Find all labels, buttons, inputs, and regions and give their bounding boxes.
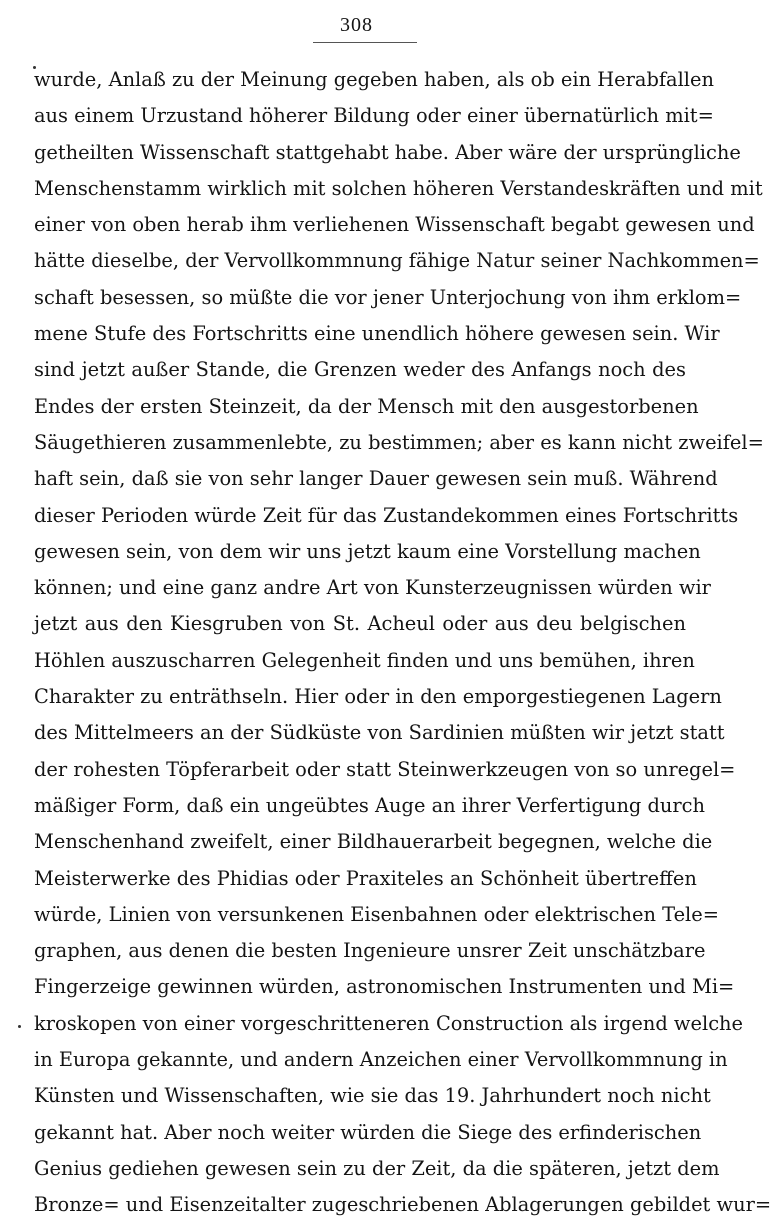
text-line: aus einem Urzustand höherer Bildung oder einer übernatürlich mit= <box>34 104 714 128</box>
body-text <box>34 62 771 1224</box>
text-line: Menschenhand zweifelt, einer Bildhauerarbeit begegnen, welche die <box>34 830 713 854</box>
text-line: dieser Perioden würde Zeit für das Zustandekommen eines Fortschritts <box>34 503 739 527</box>
text-line: hätte dieselbe, der Vervollkommnung fähige Natur seiner Nachkommen= <box>34 249 760 273</box>
text-line: des Mittelmeers an der Südküste von Sardinien müßten wir jetzt statt <box>34 721 725 745</box>
text-line: der rohesten Töpferarbeit oder statt Steinwerkzeugen von so unregel= <box>34 757 736 781</box>
text-line: gewesen sein, von dem wir uns jetzt kaum eine Vorstellung machen <box>34 539 701 563</box>
text-line: schaft besessen, so müßte die vor jener Unterjochung von ihm erklom= <box>34 285 742 309</box>
text-line: einer von oben herab ihm verliehenen Wissenschaft begabt gewesen und <box>34 213 755 237</box>
text-line: sind jetzt außer Stande, die Grenzen weder des Anfangs noch des <box>34 358 686 382</box>
header-rule <box>313 42 417 43</box>
text-line: Genius gediehen gewesen sein zu der Zeit, da die späteren, jetzt dem <box>34 1156 720 1180</box>
text-line: mene Stufe des Fortschritts eine unendlich höhere gewesen sein. Wir <box>34 322 720 346</box>
text-line: gekannt hat. Aber noch weiter würden die Siege des erfinderischen <box>34 1120 702 1144</box>
text-line: Säugethieren zusammenlebte, zu bestimmen; aber es kann nicht zweifel= <box>34 430 764 454</box>
text-line: wurde, Anlaß zu der Meinung gegeben haben, als ob ein Herabfallen <box>34 68 714 91</box>
print-speck <box>18 1025 21 1028</box>
text-line: würde, Linien von versunkenen Eisenbahnen oder elektrischen Tele= <box>34 902 719 926</box>
text-line: haft sein, daß sie von sehr langer Dauer gewesen sein muß. Während <box>34 467 718 491</box>
page-number: 308 <box>340 14 373 36</box>
text-line: graphen, aus denen die besten Ingenieure unsrer Zeit unschätzbare <box>34 939 706 963</box>
text-line: getheilten Wissenschaft stattgehabt habe. Aber wäre der ursprüngliche <box>34 140 741 164</box>
text-line: Menschenstamm wirklich mit solchen höheren Verstandeskräften und mit <box>34 176 763 200</box>
text-line: Künsten und Wissenschaften, wie sie das 19. Jahrhundert noch nicht <box>34 1084 711 1108</box>
text-line: in Europa gekannte, und andern Anzeichen einer Vervollkommnung in <box>34 1048 728 1072</box>
text-line: Bronze= und Eisenzeitalter zugeschriebenen Ablagerungen gebildet wur= <box>34 1193 771 1217</box>
text-line: Höhlen auszuscharren Gelegenheit finden und uns bemühen, ihren <box>34 648 695 672</box>
text-line: mäßiger Form, daß ein ungeübtes Auge an ihrer Verfertigung durch <box>34 793 706 817</box>
text-line: können; und eine ganz andre Art von Kunsterzeugnissen würden wir <box>34 576 711 600</box>
text-line: kroskopen von einer vorgeschritteneren Construction als irgend welche <box>34 1011 744 1035</box>
text-line: Charakter zu enträthseln. Hier oder in den emporgestiegenen Lagern <box>34 685 722 709</box>
text-line: Endes der ersten Steinzeit, da der Mensch mit den ausgestorbenen <box>34 394 699 418</box>
text-line: jetzt aus den Kiesgruben von St. Acheul oder aus deu belgischen <box>34 612 686 636</box>
text-line: Meisterwerke des Phidias oder Praxiteles an Schönheit übertreffen <box>34 866 697 890</box>
text-line: Fingerzeige gewinnen würden, astronomischen Instrumenten und Mi= <box>34 975 735 999</box>
